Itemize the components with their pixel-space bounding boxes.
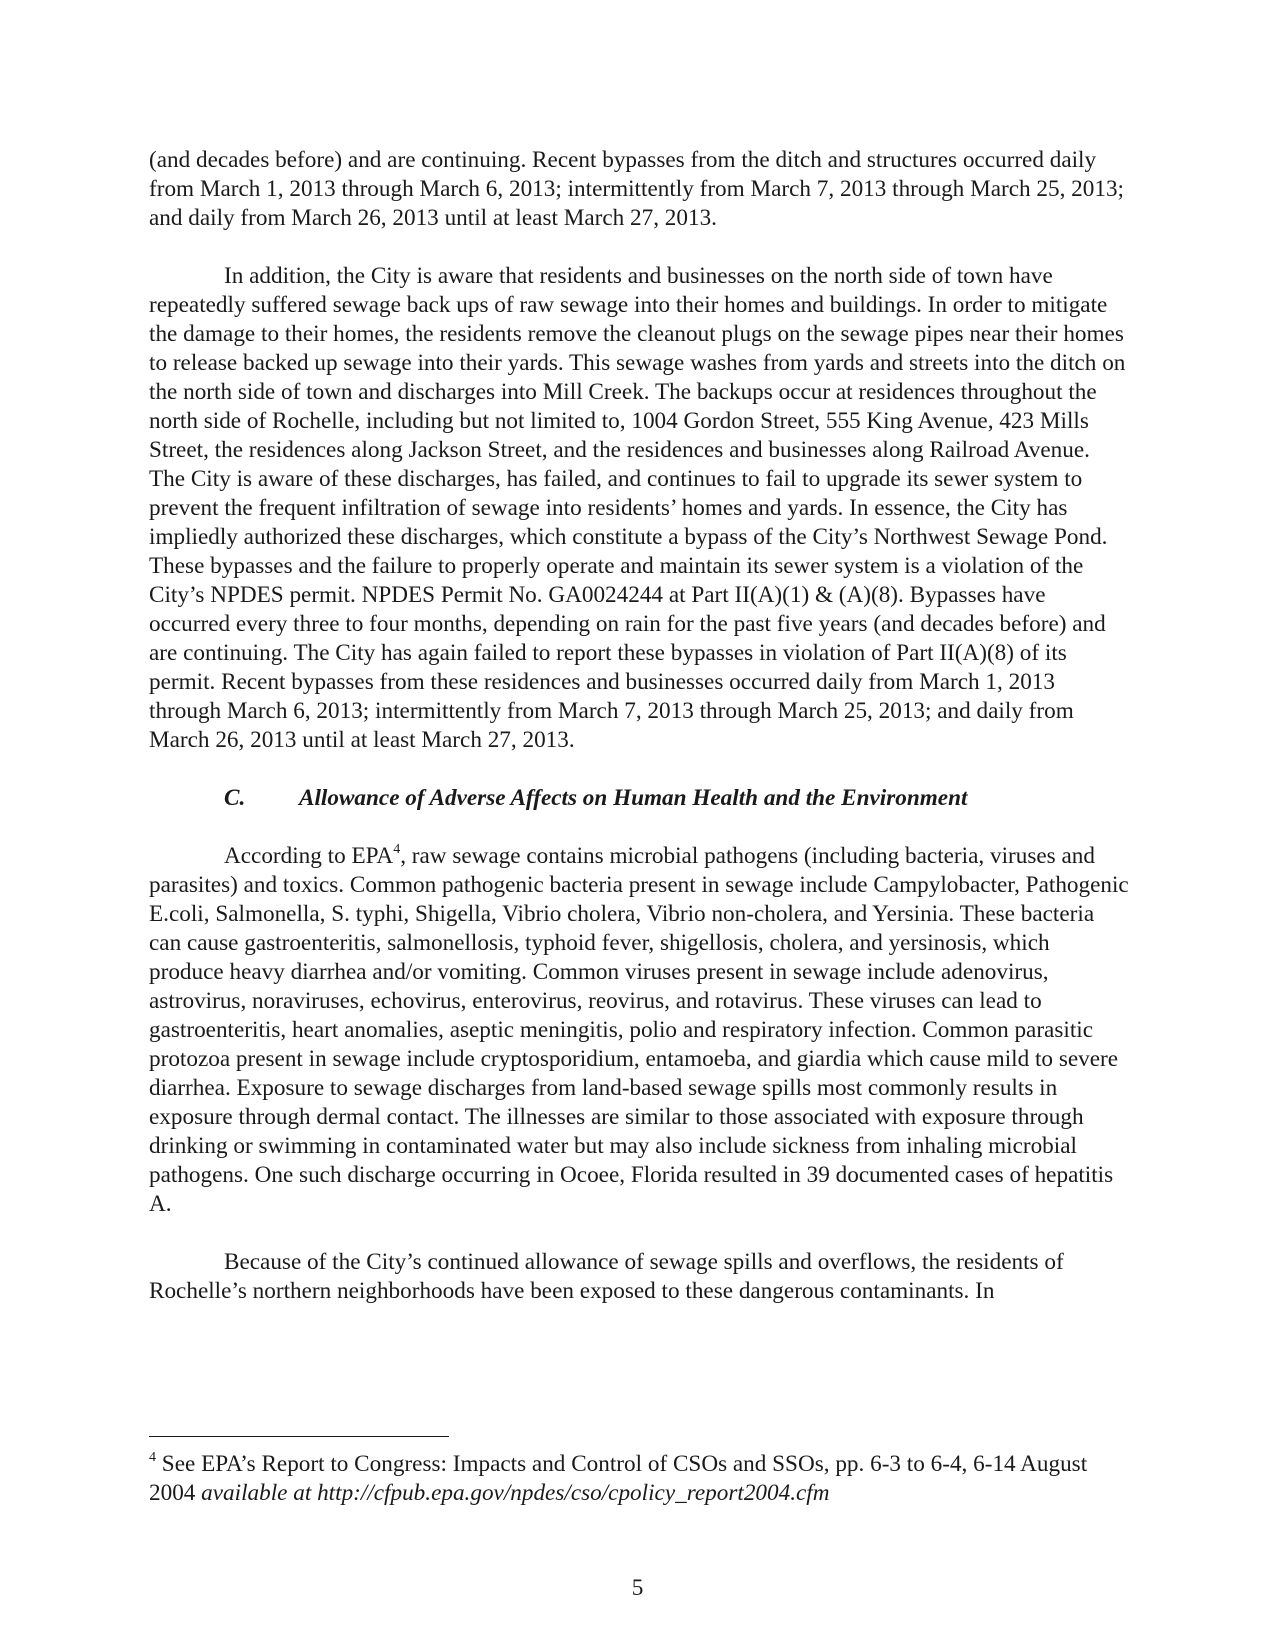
footnote xyxy=(149,1450,1129,1508)
footnote-mark: 4 xyxy=(149,1450,156,1466)
paragraph-lead-text: According to EPA xyxy=(224,843,394,869)
footnote-reference[interactable]: 4 xyxy=(393,842,401,858)
footnote-text: See EPA’s Report to Congress: Impacts and Control of CSOs and SSOs, pp. 6-3 to 6-4, 6-14 August 2004 xyxy=(149,1451,1088,1506)
footnote-divider xyxy=(149,1436,449,1437)
paragraph-epa-pathogens xyxy=(149,842,1129,1219)
page-number: 5 xyxy=(631,1575,644,1601)
document-body xyxy=(149,146,1129,1335)
section-letter: C. xyxy=(224,785,246,811)
paragraph-north-side-backups: In addition, the City is aware that residents and businesses on the north side of town have repeatedly suffered sewage back ups of raw sewage into their homes and buildings. In order to mitigate the damage to their homes, the residents remove the cleanout plugs on the sewage pipes near their homes to release backed up sewage into their yards. This sewage washes from yards and streets into the ditch on the north side of town and discharges into Mill Creek. The backups occur at residences throughout the north side of Rochelle, including but not limited to, 1004 Gordon Street, 555 King Avenue, 423 Mills Street, the residences along Jackson Street, and the residences and businesses along Railroad Avenue. The City is aware of these discharges, has failed, and continues to fail to upgrade its sewer system to prevent the frequent infiltration of sewage into residents’ homes and yards. In essence, the City has impliedly authorized these discharges, which constitute a bypass of the City’s Northwest Sewage Pond. These bypasses and the failure to properly operate and maintain its sewer system is a violation of the City’s NPDES permit. NPDES Permit No. GA0024244 at Part II(A)(1) & (A)(8). Bypasses have occurred every three to four months, depending on rain for the past five years (and decades before) and are continuing. The City has again failed to report these bypasses in violation of Part II(A)(8) of its permit. Recent bypasses from these residences and businesses occurred daily from March 1, 2013 through March 6, 2013; intermittently from March 7, 2013 through March 25, 2013; and daily from March 26, 2013 until at least March 27, 2013. xyxy=(149,263,1126,753)
footnote-url: available at http://cfpub.epa.gov/npdes/cso/cpolicy_report2004.cfm xyxy=(201,1480,830,1506)
section-title: Allowance of Adverse Affects on Human Health and the Environment xyxy=(299,785,968,811)
paragraph-rest-text: , raw sewage contains microbial pathogens (including bacteria, viruses and parasites) and toxics. Common pathogenic bacteria present in sewage include Campylobacter, Pathogenic E.coli, Salmonella, S. typhi, Shigella, Vibrio cholera, Vibrio non-cholera, and Yersinia. These bacteria can cause gastroenteritis, salmonellosis, typhoid fever, shigellosis, cholera, and yersinosis, which produce heavy diarrhea and/or vomiting. Common viruses present in sewage include adenovirus, astrovirus, noraviruses, echovirus, enterovirus, reovirus, and rotavirus. These viruses can lead to gastroenteritis, heart anomalies, aseptic meningitis, polio and respiratory infection. Common parasitic protozoa present in sewage include cryptosporidium, entamoeba, and giardia which cause mild to severe diarrhea. Exposure to sewage discharges from land-based sewage spills most commonly results in exposure through dermal contact. The illnesses are similar to those associated with exposure through drinking or swimming in contaminated water but may also include sickness from inhaling microbial pathogens. One such discharge occurring in Ocoee, Florida resulted in 39 documented cases of hepatitis A. xyxy=(149,843,1129,1217)
paragraph-continued: (and decades before) and are continuing. Recent bypasses from the ditch and structures occurred daily from March 1, 2013 through March 6, 2013; intermittently from March 7, 2013 through March 25, 2013; and daily from March 26, 2013 until at least March 27, 2013. xyxy=(149,147,1124,231)
section-heading-c xyxy=(149,784,1129,813)
paragraph-exposure: Because of the City’s continued allowance of sewage spills and overflows, the residents of Rochelle’s northern neighborhoods have been exposed to these dangerous contaminants. In xyxy=(149,1249,1064,1304)
